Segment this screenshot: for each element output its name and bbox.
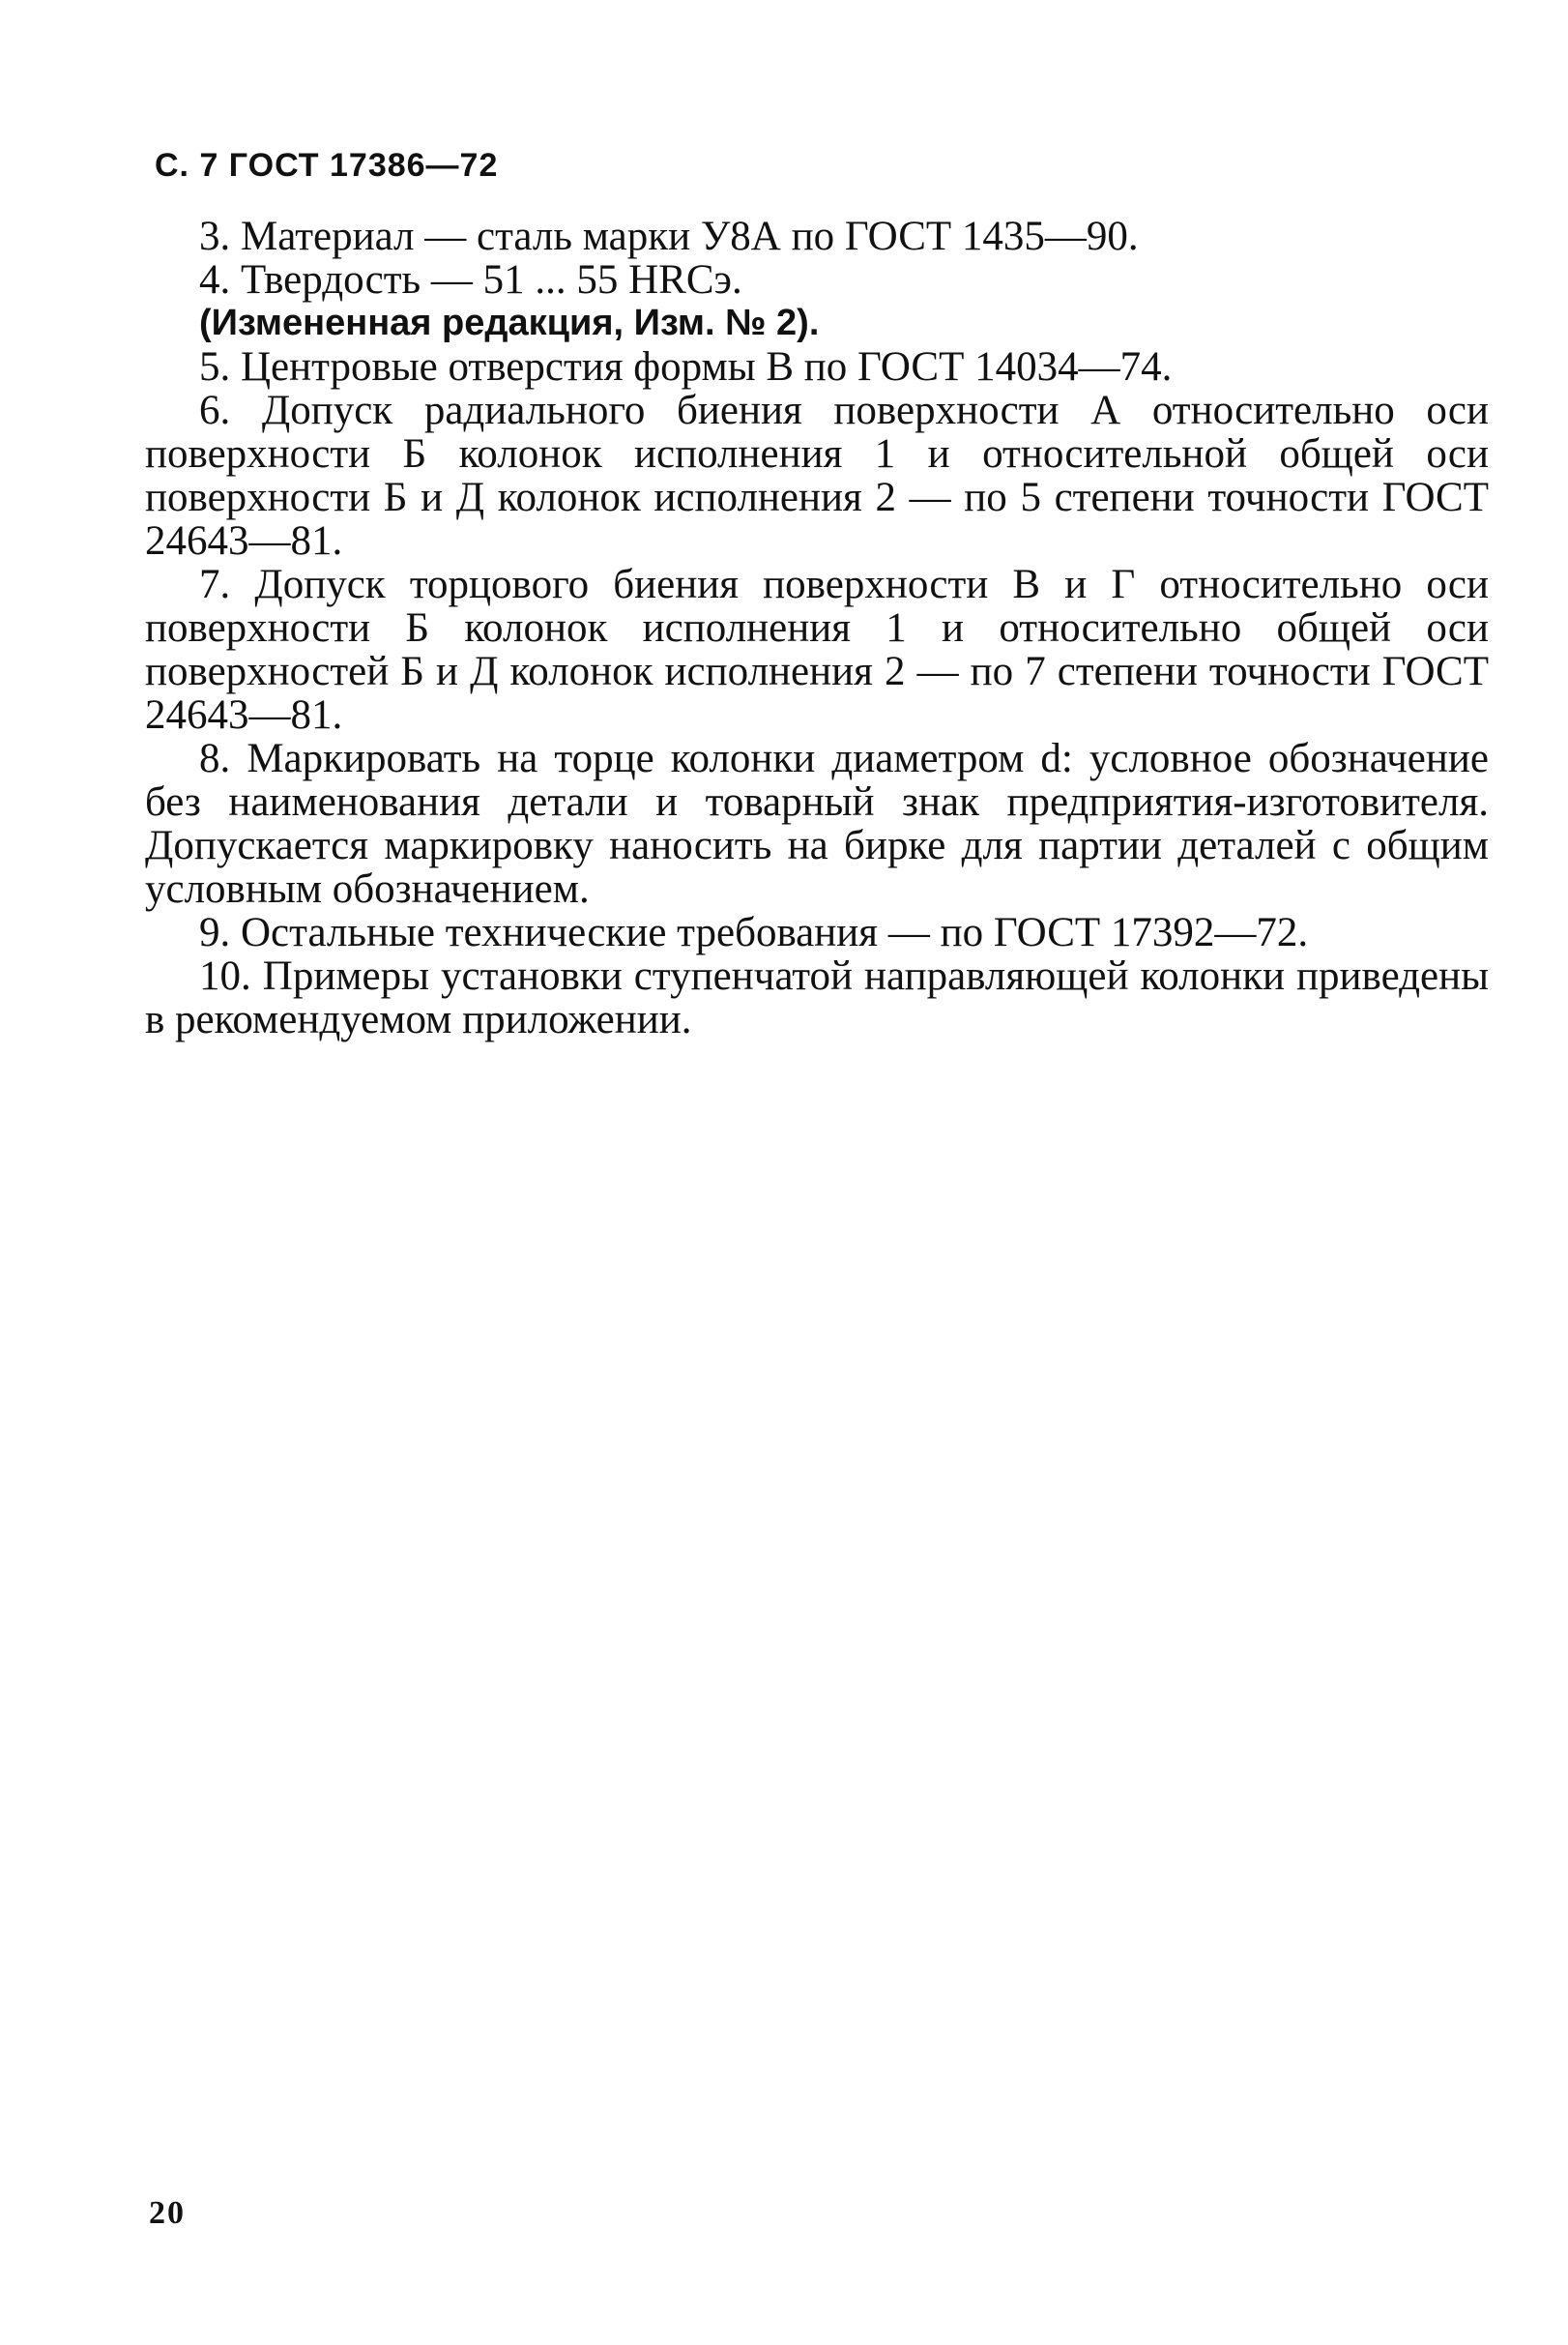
paragraph-installation-examples: 10. Примеры установки ступенчатой направляющей колонки приведены в рекомендуемом приложении.: [145, 953, 1489, 1042]
paragraph-center-holes: 5. Центровые отверстия формы В по ГОСТ 14034—74.: [199, 344, 1173, 390]
paragraph-radial-runout: 6. Допуск радиального биения поверхности А относительно оси поверхности Б колонок исполнения 1 и относительной общей оси поверхности Б и Д колонок исполнения 2 — по 5 степени точности ГОСТ 24643—81.: [145, 388, 1489, 564]
paragraph-hardness: 4. Твердость — 51 ... 55 HRCэ.: [199, 257, 742, 303]
paragraph-face-runout: 7. Допуск торцового биения поверхности В и Г относительно оси поверхности Б колонок исполнения 1 и относительно общей оси поверхностей Б и Д колонок исполнения 2 — по 7 степени точности ГОСТ 24643—81.: [145, 562, 1489, 738]
page-number: 20: [149, 2195, 186, 2231]
paragraph-marking: 8. Маркировать на торце колонки диаметром d: условное обозначение без наименования детали и товарный знак предприятия-изготовителя. Допускается маркировку наносить на бирке для партии деталей с общим условным обозначением.: [145, 736, 1489, 912]
amendment-note: (Измененная редакция, Изм. № 2).: [199, 303, 820, 343]
paragraph-material: 3. Материал — сталь марки У8А по ГОСТ 1435—90.: [199, 214, 1139, 259]
document-body: [145, 215, 1489, 1041]
running-header: С. 7 ГОСТ 17386—72: [155, 147, 499, 184]
paragraph-other-requirements: 9. Остальные технические требования — по ГОСТ 17392—72.: [199, 910, 1309, 955]
